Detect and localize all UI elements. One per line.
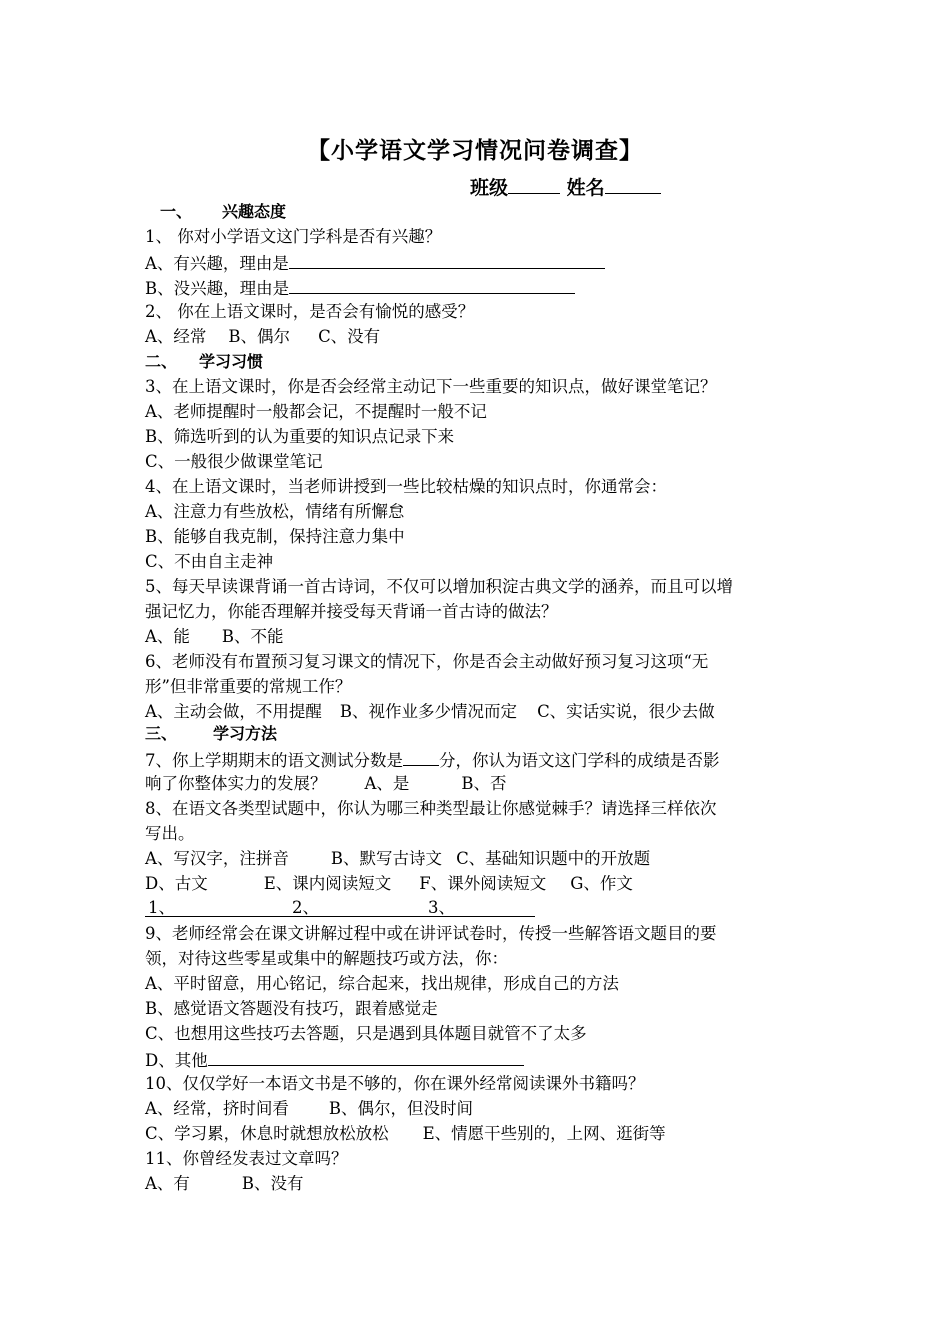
class-blank[interactable] (508, 175, 560, 194)
q7-option-a[interactable]: A、是 (364, 774, 410, 793)
q10-option-b[interactable]: B、偶尔，但没时间 (328, 1099, 474, 1118)
q8-text-line-2: 写出。 (145, 824, 195, 843)
q9-text-line-1: 9、老师经常会在课文讲解过程中或在讲评试卷时，传授一些解答语文题目的要 (145, 924, 717, 943)
q6-option-a[interactable]: A、主动会做，不用提醒 (145, 702, 322, 721)
q7-score-blank[interactable] (403, 747, 439, 766)
q3-option-c[interactable]: C、一般很少做课堂笔记 (145, 452, 323, 471)
name-blank[interactable] (605, 175, 661, 194)
q7-text-part-3: 响了你整体实力的发展？ (145, 774, 327, 793)
q10-text: 10、仅仅学好一本语文书是不够的，你在课外经常阅读课外书籍吗？ (145, 1074, 645, 1093)
q11-option-a[interactable]: A、有 (145, 1174, 190, 1193)
q8-option-e[interactable]: E、课内阅读短文 (263, 874, 392, 893)
section-3-title: 学习方法 (213, 724, 278, 743)
q5-option-a[interactable]: A、能 (145, 627, 190, 646)
q3-option-b[interactable]: B、筛选听到的认为重要的知识点记录下来 (145, 427, 455, 446)
section-3-number: 三、 (145, 724, 178, 743)
q8-answer-3: 3、 (428, 898, 455, 917)
q5-text-line-2: 强记忆力，你能否理解并接受每天背诵一首古诗的做法？ (145, 602, 558, 621)
q4-option-c[interactable]: C、不由自主走神 (145, 552, 274, 571)
q1-option-a-label: A、有兴趣，理由是 (145, 254, 289, 273)
q7-option-b[interactable]: B、否 (461, 774, 507, 793)
q10-option-a[interactable]: A、经常，挤时间看 (145, 1099, 289, 1118)
q6-text-line-1: 6、老师没有布置预习复习课文的情况下，你是否会主动做好预习复习这项“无 (145, 652, 709, 671)
class-name-fields (470, 173, 661, 200)
q1-option-a (145, 250, 605, 274)
q10-options-row-1 (145, 1097, 473, 1121)
q1-reason-a-blank[interactable] (289, 250, 605, 269)
q8-option-a[interactable]: A、写汉字，注拼音 (145, 849, 289, 868)
section-2-heading (145, 350, 263, 374)
q8-answer-1: 1、 (148, 898, 175, 917)
q1-option-b (145, 275, 575, 299)
q6-text-line-2: 形”但非常重要的常规工作？ (145, 677, 352, 696)
q8-text-line-1: 8、在语文各类型试题中，你认为哪三种类型最让你感觉棘手？请选择三样依次 (145, 799, 717, 818)
section-1-number: 一、 (160, 202, 193, 221)
q6-options (145, 700, 715, 724)
q1-text: 1、 你对小学语文这门学科是否有兴趣？ (145, 227, 442, 246)
q2-options (145, 325, 380, 349)
section-3-heading (145, 722, 277, 746)
class-label: 班级 (470, 177, 509, 199)
q8-option-f[interactable]: F、课外阅读短文 (419, 874, 547, 893)
q8-answer-2: 2、 (292, 898, 319, 917)
q9-option-c[interactable]: C、也想用这些技巧去答题，只是遇到具体题目就管不了太多 (145, 1024, 587, 1043)
page-title: 【小学语文学习情况问卷调查】 (307, 138, 643, 164)
q8-option-d[interactable]: D、古文 (145, 874, 208, 893)
q9-option-d (145, 1047, 524, 1071)
q9-text-line-2: 领，对待这些零星或集中的解题技巧或方法，你： (145, 949, 508, 968)
q11-option-b[interactable]: B、没有 (241, 1174, 304, 1193)
q8-option-c[interactable]: C、基础知识题中的开放题 (456, 849, 651, 868)
q9-option-a[interactable]: A、平时留意，用心铭记，综合起来，找出规律，形成自己的方法 (145, 974, 619, 993)
q9-option-b[interactable]: B、感觉语文答题没有技巧，跟着感觉走 (145, 999, 438, 1018)
q1-reason-b-blank[interactable] (289, 275, 575, 294)
q3-option-a[interactable]: A、老师提醒时一般都会记，不提醒时一般不记 (145, 402, 487, 421)
q4-option-b[interactable]: B、能够自我克制，保持注意力集中 (145, 527, 405, 546)
name-label: 姓名 (566, 177, 605, 199)
q4-option-a[interactable]: A、注意力有些放松，情绪有所懈怠 (145, 502, 405, 521)
q2-text: 2、 你在上语文课时，是否会有愉悦的感受？ (145, 302, 475, 321)
q5-text-line-1: 5、每天早读课背诵一首古诗词，不仅可以增加积淀古典文学的涵养，而且可以增 (145, 577, 733, 596)
q1-option-b-label: B、没兴趣，理由是 (145, 279, 290, 298)
q8-options-row-2 (145, 872, 633, 896)
q3-text: 3、在上语文课时，你是否会经常主动记下一些重要的知识点，做好课堂笔记？ (145, 377, 717, 396)
q2-option-c[interactable]: C、没有 (318, 327, 381, 346)
q7-text-line-2 (145, 772, 507, 796)
q10-options-row-2 (145, 1122, 666, 1146)
q9-other-blank[interactable] (208, 1047, 524, 1066)
q7-text-line-1 (145, 747, 720, 771)
q5-options (145, 625, 284, 649)
section-1-title: 兴趣态度 (222, 202, 287, 221)
q2-option-a[interactable]: A、经常 (145, 327, 207, 346)
section-2-number: 二、 (145, 352, 178, 371)
q6-option-b[interactable]: B、视作业多少情况而定 (339, 702, 518, 721)
q2-option-b[interactable]: B、偶尔 (228, 327, 291, 346)
q11-text: 11、你曾经发表过文章吗？ (145, 1149, 348, 1168)
q8-option-g[interactable]: G、作文 (570, 874, 633, 893)
q4-text: 4、在上语文课时，当老师讲授到一些比较枯燥的知识点时，你通常会： (145, 477, 667, 496)
section-2-title: 学习习惯 (199, 352, 264, 371)
q7-text-part-2: 分，你认为语文这门学科的成绩是否影 (439, 751, 720, 770)
q8-options-row-1 (145, 847, 650, 871)
q10-option-c[interactable]: C、学习累，休息时就想放松放松 (145, 1124, 389, 1143)
q10-option-e[interactable]: E、情愿干些别的，上网、逛街等 (422, 1124, 666, 1143)
q9-option-d-label[interactable]: D、其他 (145, 1051, 208, 1070)
q8-answer-underline[interactable] (145, 916, 535, 917)
q8-option-b[interactable]: B、默写古诗文 (330, 849, 443, 868)
q5-option-b[interactable]: B、不能 (221, 627, 284, 646)
q6-option-c[interactable]: C、实话实说，很少去做 (537, 702, 715, 721)
q7-text-part-1: 7、你上学期期末的语文测试分数是 (145, 751, 403, 770)
q11-options (145, 1172, 304, 1196)
section-1-heading (160, 200, 286, 224)
